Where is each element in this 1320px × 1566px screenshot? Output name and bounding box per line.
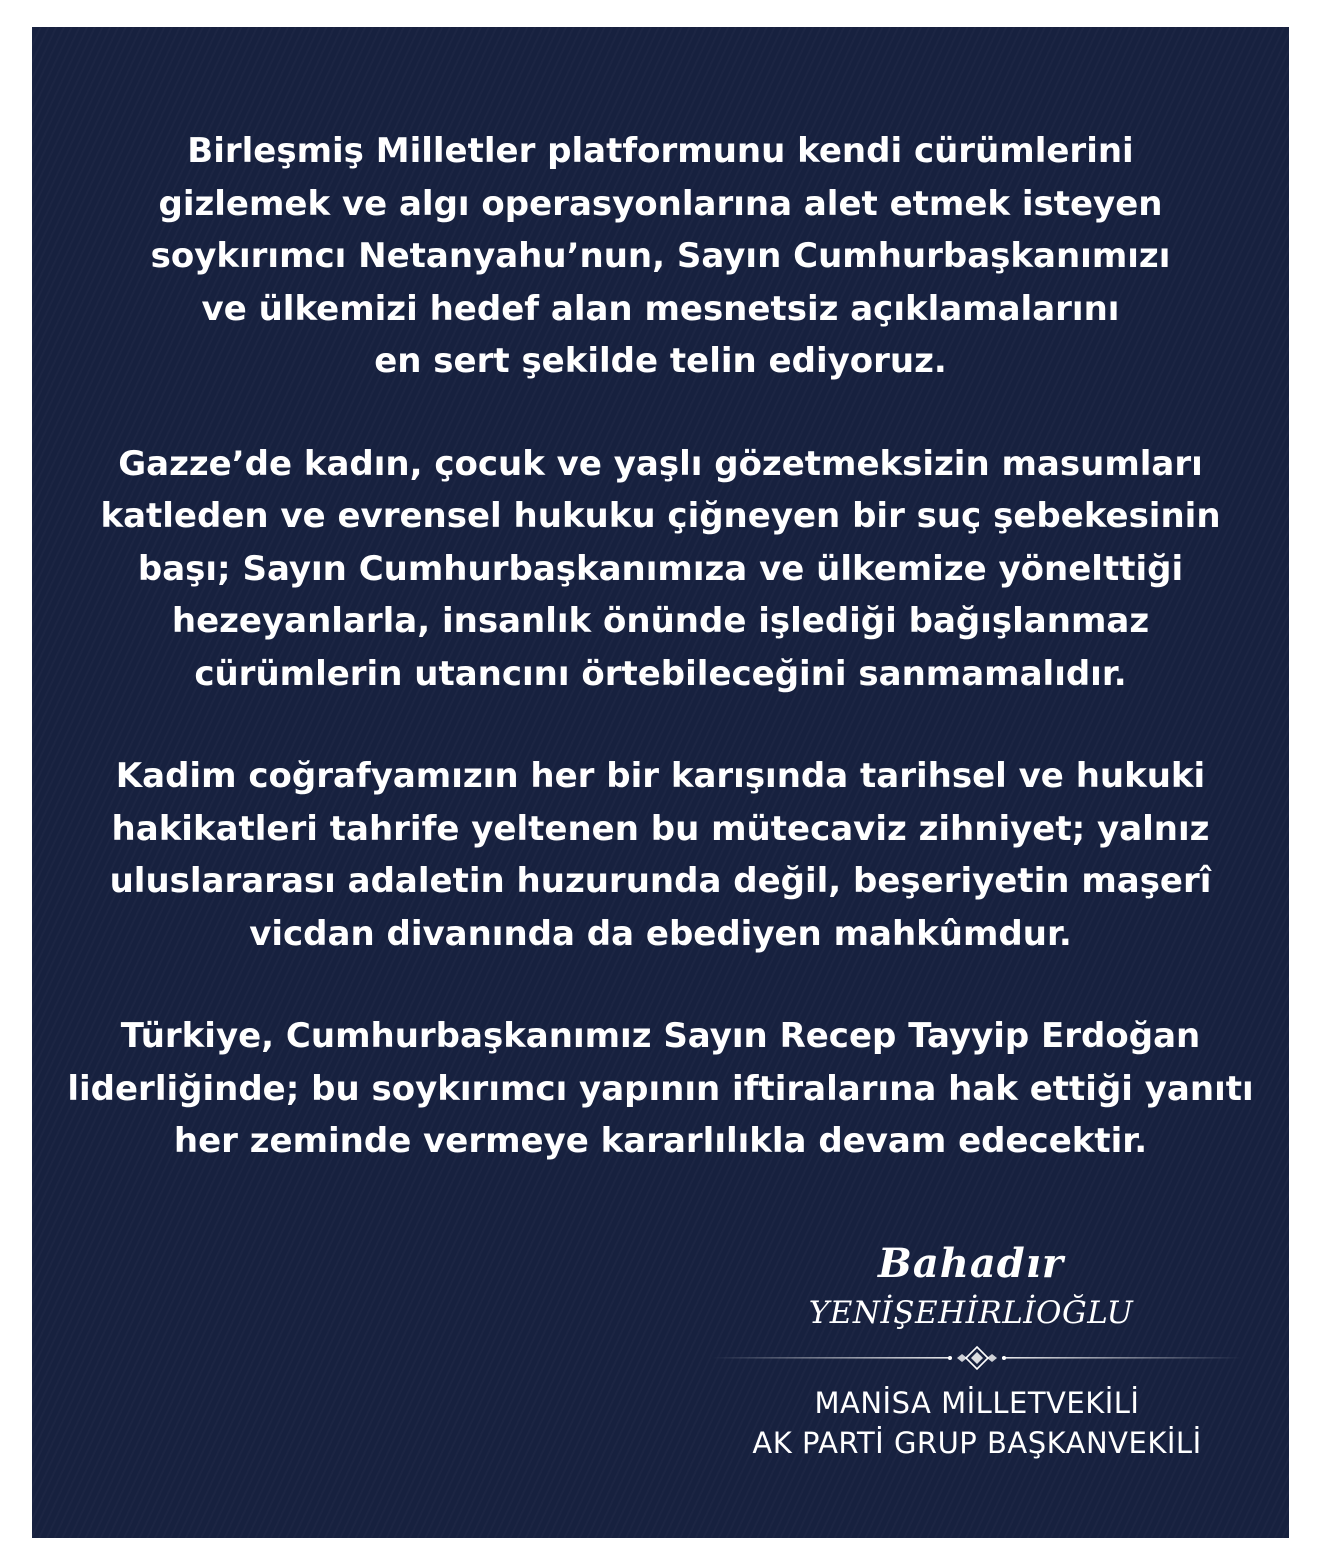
paragraph-line: hakikatleri tahrife yeltenen bu mütecaviz zihniyet; yalnız bbox=[111, 808, 1210, 849]
statement-card bbox=[32, 27, 1289, 1538]
signature-block bbox=[712, 1237, 1242, 1463]
paragraph-line: başı; Sayın Cumhurbaşkanımıza ve ülkemize yönelttiği bbox=[137, 548, 1184, 589]
paragraph-line: Kadim coğrafyamızın her bir karışında tarihsel ve hukuki bbox=[115, 756, 1206, 796]
ornament-divider bbox=[712, 1345, 1242, 1371]
paragraph-line: her zeminde vermeye kararlılıkla devam edecektir. bbox=[173, 1121, 1148, 1161]
divider-ornament-icon bbox=[712, 1345, 1242, 1371]
paragraph-line: soykırımcı Netanyahu’nun, Sayın Cumhurbaşkanımızı bbox=[150, 236, 1171, 276]
paragraph-line: liderliğinde; bu soykırımcı yapının iftiralarına hak ettiği yanıtı bbox=[67, 1068, 1254, 1109]
paragraph-line: Gazze’de kadın, çocuk ve yaşlı gözetmeksizin masumları bbox=[118, 443, 1203, 484]
signature-title-1: MANİSA MİLLETVEKİLİ bbox=[814, 1386, 1140, 1420]
paragraph-line: Türkiye, Cumhurbaşkanımız Sayın Recep Tayyip Erdoğan bbox=[120, 1016, 1201, 1056]
paragraph-2 bbox=[32, 438, 1289, 701]
paragraph-line: en sert şekilde telin ediyoruz. bbox=[374, 341, 947, 381]
statement-body bbox=[32, 125, 1289, 1218]
paragraph-3 bbox=[32, 750, 1289, 960]
signature-first-name: Bahadır bbox=[878, 1240, 1064, 1287]
paragraph-line: hezeyanlarla, insanlık önünde işlediği bağışlanmaz bbox=[171, 601, 1150, 641]
signature-title-2: AK PARTİ GRUP BAŞKANVEKİLİ bbox=[752, 1426, 1202, 1460]
paragraph-1 bbox=[32, 125, 1289, 388]
paragraph-line: uluslararası adaletin huzurunda değil, beşeriyetin maşerî bbox=[109, 861, 1212, 901]
signature-last-name: YENİŞEHİRLİOĞLU bbox=[808, 1295, 1134, 1331]
signature-titles bbox=[712, 1383, 1242, 1463]
paragraph-line: katleden ve evrensel hukuku çiğneyen bir suç şebekesinin bbox=[100, 496, 1221, 536]
paragraph-line: Birleşmiş Milletler platformunu kendi cürümlerini bbox=[187, 131, 1134, 171]
paragraph-line: cürümlerin utancını örtebileceğini sanmamalıdır. bbox=[194, 653, 1127, 694]
paragraph-line: ve ülkemizi hedef alan mesnetsiz açıklamalarını bbox=[201, 288, 1120, 329]
paragraph-line: vicdan divanında da ebediyen mahkûmdur. bbox=[249, 913, 1072, 954]
paragraph-line: gizlemek ve algı operasyonlarına alet etmek isteyen bbox=[158, 183, 1163, 224]
paragraph-4 bbox=[32, 1010, 1289, 1168]
